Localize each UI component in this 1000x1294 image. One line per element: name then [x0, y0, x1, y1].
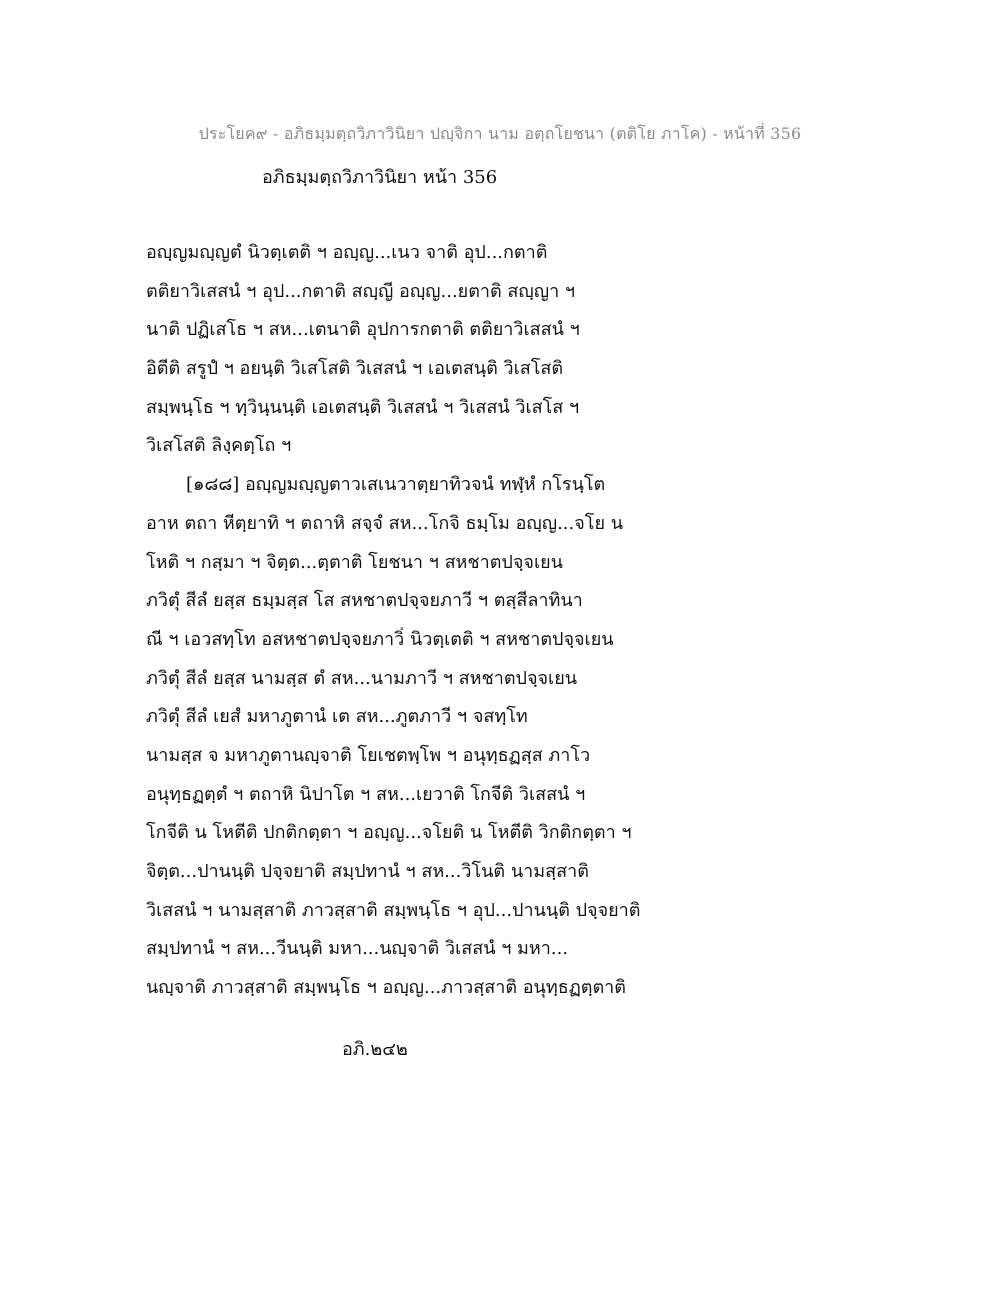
body-text: [146, 234, 866, 1008]
running-header: [0, 122, 1000, 147]
text-line: ณี ฯ เอวสทฺโท อสหชาตปจฺจยภาวิํ นิวตฺเตติ ฯ สหชาตปจฺจเยน: [146, 628, 614, 650]
text-line: สมฺปทานํ ฯ สห...วีนนฺติ มหา...นญฺจาติ วิเสสนํ ฯ มหา...: [146, 938, 569, 960]
text-line: วิเสสนํ ฯ นามสฺสาติ ภาวสฺสาติ สมฺพนฺโธ ฯ อุป...ปานนฺติ ปจฺจยาติ: [146, 899, 641, 921]
text-line: โกจีติ น โหตีติ ปกติกตฺตา ฯ อญฺญ...จโยติ น โหตีติ วิกติกตฺตา ฯ: [146, 822, 632, 844]
text-line: ตติยาวิเสสนํ ฯ อุป...กตาติ สญฺญี อญฺญ...ยตาติ สญฺญา ฯ: [146, 280, 576, 302]
text-line: สมฺพนฺโธ ฯ ทฺวินฺนนฺติ เอเตสนฺติ วิเสสนํ ฯ วิเสสนํ วิเสโส ฯ: [146, 396, 580, 418]
text-line: โหติ ฯ กสฺมา ฯ จิตฺต...ตฺตาติ โยชนา ฯ สหชาตปจฺจเยน: [146, 551, 563, 573]
text-line: นาติ ปฏิเสโธ ฯ สห...เตนาติ อุปการกตาติ ตติยาวิเสสนํ ฯ: [146, 319, 580, 341]
text-line: ภวิตุํ สีลํ เยสํ มหาภูตานํ เต สห...ภูตภาวี ฯ จสทฺโท: [146, 706, 528, 728]
running-header-text: ประโยค๙ - อภิธมฺมตฺถวิภาวินิยา ปญฺจิกา นาม อตฺถโยชนา (ตติโย ภาโค) - หน้าที่ 356: [198, 124, 802, 143]
text-line: นญฺจาติ ภาวสฺสาติ สมฺพนฺโธ ฯ อญฺญ...ภาวสฺสาติ อนุทฺธฏตฺตาติ: [146, 977, 626, 999]
page-title: อภิธมฺมตฺถวิภาวินิยา หน้า 356: [262, 167, 498, 188]
text-line: อิตีติ สรูปํ ฯ อยนฺติ วิเสโสติ วิเสสนํ ฯ เอเตสนฺติ วิเสโสติ: [146, 358, 564, 380]
text-line: ภวิตุํ สีลํ ยสฺส นามสฺส ตํ สห...นามภาวี ฯ สหชาตปจฺจเยน: [146, 667, 578, 689]
text-line: นามสฺส จ มหาภูตานญฺจาติ โยเชตพฺโพ ฯ อนุทฺธฏสฺส ภาโว: [146, 744, 591, 766]
text-line: อนุทฺธฏตฺตํ ฯ ตถาหิ นิปาโต ฯ สห...เยวาติ โกจีติ วิเสสนํ ฯ: [146, 783, 586, 805]
text-line: อาห ตถา หีตฺยาทิ ฯ ตถาหิ สจฺจํ สห...โกจิ ธมฺโม อญฺญ...จโย น: [146, 512, 624, 534]
text-line: ภวิตุํ สีลํ ยสฺส ธมฺมสฺส โส สหชาตปจฺจยภาวี ฯ ตสฺสีลาทินา: [146, 590, 583, 612]
text-line: อญฺญมญฺญตํ นิวตฺเตติ ฯ อญฺญ...เนว จาติ อุป...กตาติ: [146, 242, 548, 263]
text-line: จิตฺต...ปานนฺติ ปจฺจยาติ สมฺปทานํ ฯ สห...วิโนติ นามสฺสาติ: [146, 861, 589, 882]
paragraph-start-line: [๑๘๘] อญฺญมญฺญตาวเสเนวาตฺยาทิวจนํ ทฬฺหํ กโรนฺโต: [186, 474, 606, 496]
footnote-reference: อภิ.๒๔๒: [342, 1039, 408, 1060]
text-line: วิเสโสติ ลิงฺคตฺโถ ฯ: [146, 435, 292, 457]
